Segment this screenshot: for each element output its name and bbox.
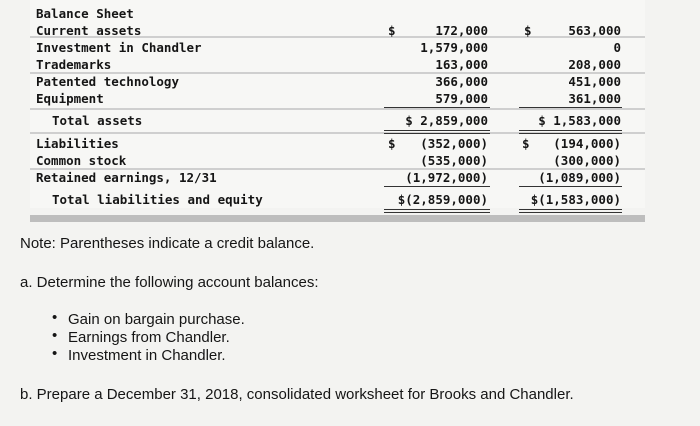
bullet-icon: • [52, 327, 58, 344]
sheet-title: Balance Sheet [36, 6, 134, 21]
bullet-icon: • [52, 345, 58, 362]
amount-chandler: (300,000) [553, 153, 621, 168]
amount-chandler: 451,000 [568, 74, 621, 89]
row-label: Liabilities [36, 136, 119, 151]
amount-brooks: (352,000) [420, 136, 488, 151]
row-label: Equipment [36, 91, 104, 106]
dollar-sign: $ [388, 136, 396, 151]
row-label: Common stock [36, 153, 127, 168]
table-footer-bar [30, 215, 645, 222]
dollar-sign: $ [388, 23, 396, 38]
row-stripe [30, 108, 645, 110]
total-brooks: $(2,859,000) [397, 192, 488, 207]
row-label: Trademarks [36, 57, 112, 72]
row-label: Patented technology [36, 74, 179, 89]
row-label: Retained earnings, 12/31 [36, 170, 217, 185]
credit-note: Note: Parentheses indicate a credit balance. [20, 235, 315, 252]
total-brooks: $ 2,859,000 [405, 113, 488, 128]
amount-chandler: 563,000 [568, 23, 621, 38]
amount-brooks: 1,579,000 [420, 40, 488, 55]
total-chandler: $(1,583,000) [530, 192, 621, 207]
part-a-item: Investment in Chandler. [68, 347, 226, 364]
amount-brooks: (1,972,000) [405, 170, 488, 185]
total-double-rule [384, 130, 490, 131]
total-chandler: $ 1,583,000 [538, 113, 621, 128]
dollar-sign: $ [522, 136, 530, 151]
amount-chandler: 208,000 [568, 57, 621, 72]
total-double-rule [519, 130, 622, 131]
amount-brooks: 172,000 [435, 23, 488, 38]
part-b-instruction: b. Prepare a December 31, 2018, consolidated worksheet for Brooks and Chandler. [20, 386, 574, 403]
row-label-total: Total liabilities and equity [52, 192, 263, 207]
subtotal-rule [519, 107, 622, 108]
total-double-rule [519, 209, 622, 210]
row-label: Current assets [36, 23, 142, 38]
total-double-rule [384, 209, 490, 210]
amount-brooks: 579,000 [435, 91, 488, 106]
amount-chandler: (1,089,000) [538, 170, 621, 185]
total-double-rule [519, 133, 622, 134]
subtotal-rule [384, 186, 490, 187]
part-a-heading: a. Determine the following account balances: [20, 274, 319, 291]
amount-chandler: (194,000) [553, 136, 621, 151]
amount-brooks: 366,000 [435, 74, 488, 89]
bullet-icon: • [52, 309, 58, 326]
amount-brooks: 163,000 [435, 57, 488, 72]
dollar-sign: $ [524, 23, 532, 38]
subtotal-rule [519, 186, 622, 187]
total-double-rule [384, 212, 490, 213]
part-a-item: Earnings from Chandler. [68, 329, 230, 346]
part-a-item: Gain on bargain purchase. [68, 311, 245, 328]
row-label-total: Total assets [52, 113, 143, 128]
amount-brooks: (535,000) [420, 153, 488, 168]
total-double-rule [384, 133, 490, 134]
amount-chandler: 0 [613, 40, 621, 55]
total-double-rule [519, 212, 622, 213]
subtotal-rule [384, 107, 490, 108]
row-label: Investment in Chandler [36, 40, 202, 55]
amount-chandler: 361,000 [568, 91, 621, 106]
